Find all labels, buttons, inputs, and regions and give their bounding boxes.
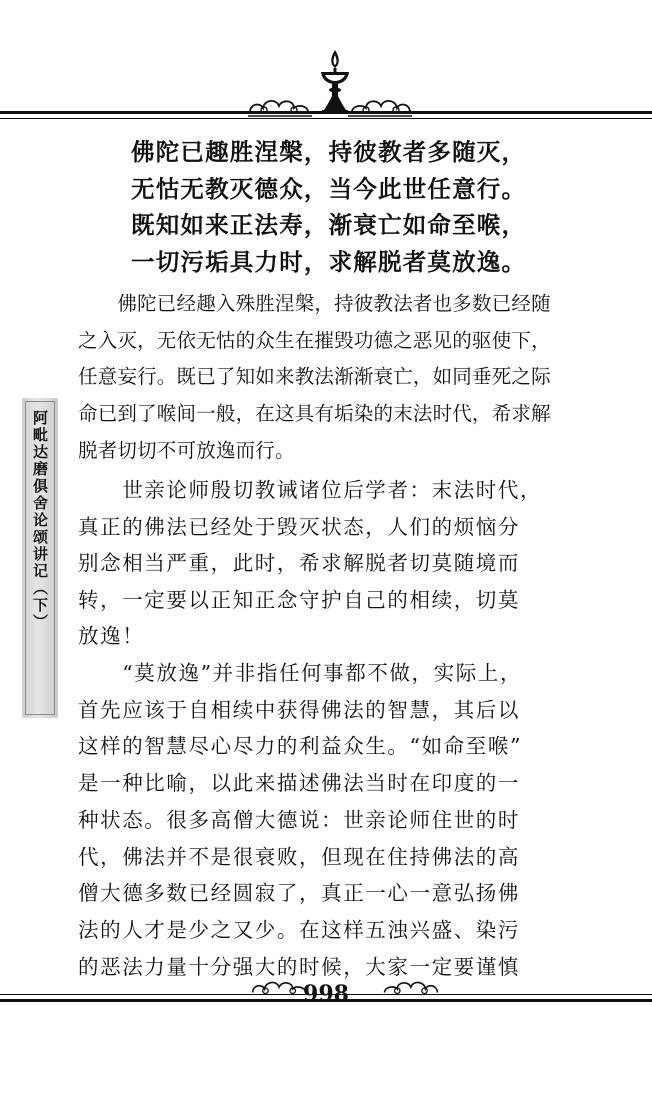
text-line: 命已到了喉间一般，在这具有垢染的末法时代，希求解 — [78, 402, 551, 426]
verse-line: 既知如来正法寿，渐衰亡如命至喉， — [131, 211, 527, 239]
text-line: 的恶法力量十分强大的时候，大家一定要谨慎 — [78, 954, 520, 979]
text-line: 是一种比喻，以此来描述佛法当时在印度的一 — [78, 771, 520, 796]
text-line: 世亲论师殷切教诫诸位后学者：末法时代， — [78, 478, 543, 502]
commentary-paragraph — [78, 472, 604, 655]
translation-paragraph — [78, 286, 604, 470]
text-line: 佛陀已经趣入殊胜涅槃，持彼教法者也多数已经随 — [78, 292, 551, 315]
butter-lamp-icon — [318, 48, 352, 118]
text-line: “莫放逸”并非指任何事都不做，实际上， — [78, 661, 523, 685]
text-line: 首先应该于自相续中获得佛法的智慧，其后以 — [78, 697, 520, 722]
cloud-ornament-icon — [248, 96, 312, 118]
cloud-ornament-icon — [348, 96, 412, 118]
side-book-title: 阿毗达磨俱舍论颂讲记（下） — [31, 410, 49, 631]
text-line: 别念相当严重，此时，希求解脱者切莫随境而 — [78, 551, 520, 575]
text-line: 法的人才是少之又少。在这样五浊兴盛、染污 — [78, 917, 520, 942]
verse-line: 无怙无教灭德众，当今此世任意行。 — [131, 174, 527, 203]
page-number: 998 — [303, 981, 349, 1007]
text-line: 真正的佛法已经处于毁灭状态，人们的烦恼分 — [78, 514, 520, 539]
text-line: 放逸！ — [78, 624, 145, 648]
side-chapter-tab — [22, 398, 58, 718]
text-line: 僧大德多数已经圆寂了，真正一心一意弘扬佛 — [78, 881, 520, 906]
text-line: 转，一定要以正知正念守护自己的相续，切莫 — [78, 587, 520, 612]
commentary-paragraph — [78, 655, 604, 985]
text-line: 种状态。很多高僧大德说：世亲论师住世的时 — [78, 807, 520, 832]
text-line: 代，佛法并不是很衰败，但现在住持佛法的高 — [78, 844, 520, 869]
verse-line: 佛陀已趣胜涅槃，持彼教者多随灭， — [131, 138, 527, 166]
verse-block — [131, 134, 581, 280]
text-line: 脱者切切不可放逸而行。 — [78, 438, 295, 462]
text-line: 这样的智慧尽心尽力的利益众生。“如命至喉” — [78, 734, 523, 759]
text-line: 之入灭，无依无怙的众生在摧毁功德之恶见的驱使下， — [78, 328, 551, 352]
text-line: 任意妄行。既已了知如来教法渐渐衰亡，如同垂死之际 — [78, 365, 551, 389]
verse-line: 一切污垢具力时，求解脱者莫放逸。 — [131, 247, 527, 276]
